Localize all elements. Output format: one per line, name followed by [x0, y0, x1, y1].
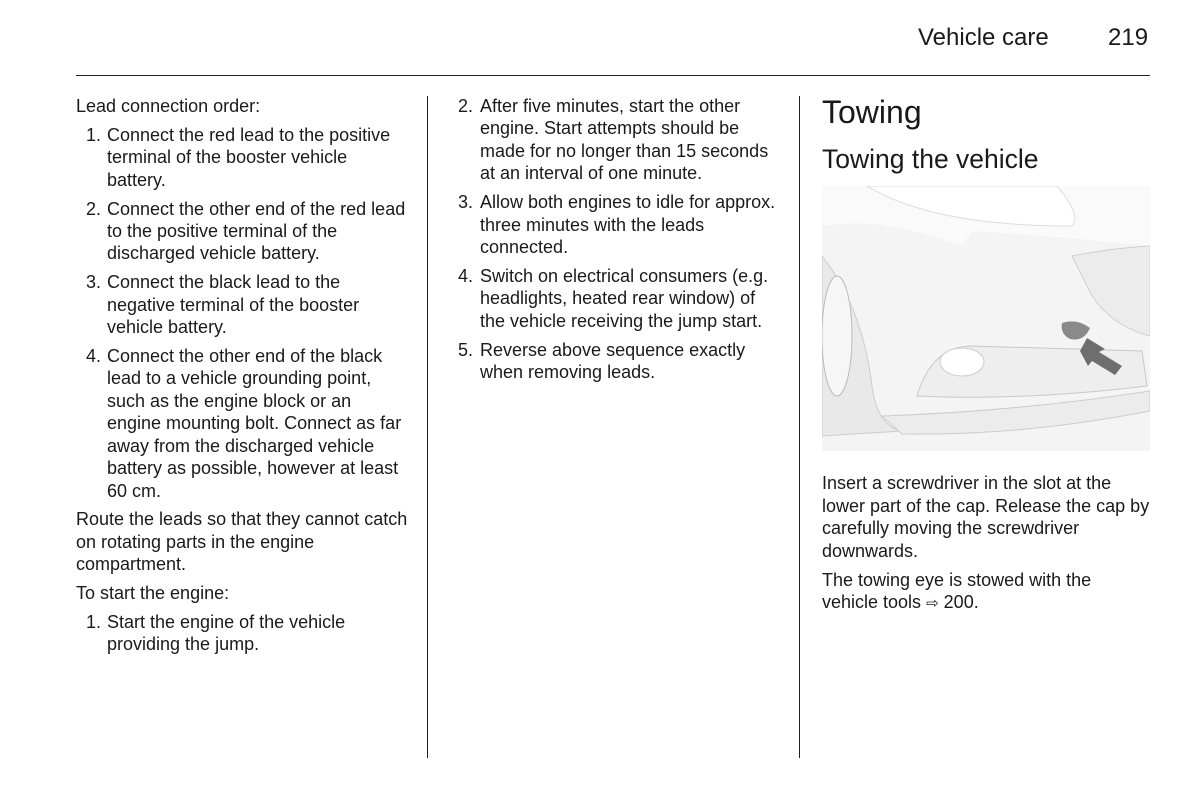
subsection-heading: Towing the vehicle: [822, 144, 1039, 174]
step-number: 1.: [86, 124, 102, 145]
step-text: After five minutes, start the other engine. Start attempts should be made for no longer than 15 seconds at an interval of one minute.: [480, 96, 769, 184]
section-title: Vehicle care: [918, 24, 1049, 51]
step-number: 4.: [86, 346, 102, 367]
step-text: Connect the other end of the black lead to a vehicle grounding point, such as the engine block or an engine mounting bolt. Connect as far away from the discharged vehicle battery as possible, however at least 60 cm.: [107, 346, 402, 501]
page-reference-link[interactable]: 200.: [943, 591, 979, 612]
step-text: Start the engine of the vehicle providing the jump.: [107, 612, 346, 655]
step-text: Connect the red lead to the positive terminal of the booster vehicle battery.: [107, 124, 391, 190]
list-item: [76, 345, 408, 502]
route-paragraph: Route the leads so that they cannot catch on rotating parts in the engine compartment.: [76, 509, 408, 575]
header-divider: [76, 75, 1150, 76]
page-number: 219: [1108, 24, 1149, 51]
list-item: [76, 124, 408, 191]
page-reference-arrow-icon: ⇨: [926, 594, 939, 612]
start-steps: [76, 611, 408, 656]
list-item: [76, 198, 408, 265]
step-number: 2.: [86, 198, 102, 219]
start-intro: To start the engine:: [76, 583, 230, 604]
step-number: 1.: [86, 612, 102, 633]
column-2: [458, 95, 778, 390]
list-item: [458, 95, 778, 185]
step-text: Connect the black lead to the negative terminal of the booster vehicle battery.: [107, 272, 360, 338]
step-text: Connect the other end of the red lead to the positive terminal of the discharged vehicle battery.: [107, 198, 406, 264]
list-item: [458, 191, 778, 258]
lead-steps: [76, 124, 408, 502]
screwdriver-paragraph: Insert a screwdriver in the slot at the lower part of the cap. Release the cap by carefully moving the screwdriver downwards.: [822, 473, 1150, 561]
step-number: 3.: [458, 192, 474, 213]
column-divider: [799, 96, 800, 758]
step-number: 2.: [458, 96, 474, 116]
towing-eye-cap-illustration: [822, 186, 1150, 451]
towing-eye-text: The towing eye is stowed with the vehicle tools: [822, 569, 1092, 612]
towing-eye-paragraph: [822, 569, 1152, 616]
section-heading: Towing: [822, 94, 922, 130]
step-number: 4.: [458, 265, 474, 286]
list-item: [76, 611, 408, 656]
column-1: [76, 95, 408, 662]
column-3: [822, 94, 1152, 622]
step-number: 3.: [86, 272, 102, 293]
list-item: [458, 339, 778, 384]
step-number: 5.: [458, 339, 474, 360]
column-divider: [427, 96, 428, 758]
step-text: Allow both engines to idle for approx. three minutes with the leads connected.: [480, 192, 776, 257]
start-steps-continued: [458, 95, 778, 383]
list-item: [458, 265, 778, 332]
step-text: Switch on electrical consumers (e.g. headlights, heated rear window) of the vehicle receiving the jump start.: [480, 265, 769, 331]
lead-order-intro: Lead connection order:: [76, 96, 261, 116]
step-text: Reverse above sequence exactly when removing leads.: [480, 339, 746, 382]
list-item: [76, 271, 408, 338]
